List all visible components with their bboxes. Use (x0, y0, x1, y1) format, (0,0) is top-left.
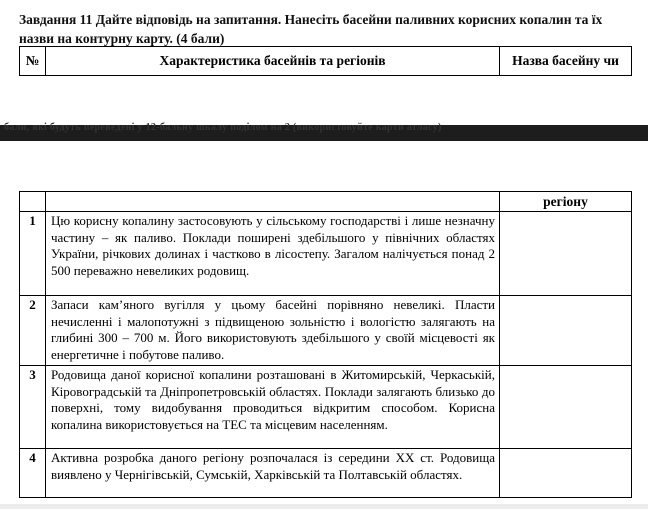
redacted-text-bar (0, 122, 648, 141)
empty-cell (20, 192, 46, 212)
table-body-fragment (19, 191, 632, 498)
row-answer-cell (500, 212, 632, 296)
empty-cell (46, 192, 500, 212)
header-cell-characteristic: Характеристика басейнів та регіонів (46, 47, 500, 76)
table-header-fragment (19, 46, 632, 76)
row-number: 2 (20, 296, 46, 366)
row-description: Цю корисну копалину застосовують у сільському господарстві і лише незначну частину – як паливо. Поклади поширені здебільшого у північних областях України, річкових долинах і частково в лісостепу. Загалом налічується понад 2 500 переважно невеликих родовищ. (46, 212, 500, 296)
redacted-bar-text: бали, які будуть переведені у 12-бальну шкалу поділом на 2 (використовуйте карти атласу) (4, 122, 442, 133)
row-answer-cell (500, 366, 632, 449)
table-row (20, 212, 632, 296)
table-row (20, 449, 632, 498)
table-header-continuation-row (20, 192, 632, 212)
row-description: Запаси кам’яного вугілля у цьому басейні порівняно невеликі. Пласти нечисленні і малопотужні з підвищеною зольністю і вологістю залягають на глибині 300 – 700 м. Його використовують здебільшого у своїй місцевості як енергетичне і побутове паливо. (46, 296, 500, 366)
task-title: Завдання 11 Дайте відповідь на запитання. Нанесіть басейни паливних корисних копалин та їх назви на контурну карту. (4 бали) (19, 12, 603, 46)
row-description: Родовища даної корисної копалини розташовані в Житомирській, Черкаській, Кіровоградській та Дніпропетровській областях. Поклади залягають близько до поверхні, тому видобування проводиться відкритим способом. Корисна копалина використовується на ТЕС та місцевим населенням. (46, 366, 500, 449)
header-cell-number: № (20, 47, 46, 76)
row-answer-cell (500, 449, 632, 498)
table-row (20, 296, 632, 366)
row-number: 1 (20, 212, 46, 296)
header-cell-region-continuation: регіону (500, 192, 632, 212)
row-number: 3 (20, 366, 46, 449)
row-answer-cell (500, 296, 632, 366)
page-edge-strip (0, 504, 648, 509)
table-row (20, 366, 632, 449)
row-description: Активна розробка даного регіону розпочалася із середини ХХ ст. Родовища виявлено у Чернігівській, Сумській, Харківській та Полтавській областях. (46, 449, 500, 498)
row-number: 4 (20, 449, 46, 498)
table-header-row (20, 47, 632, 76)
header-cell-basin-name: Назва басейну чи (500, 47, 632, 76)
